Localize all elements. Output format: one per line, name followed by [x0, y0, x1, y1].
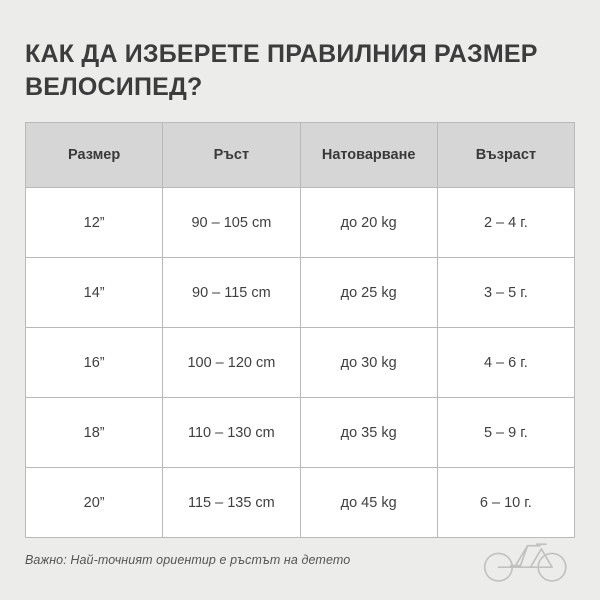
- cell-size: 18”: [26, 398, 163, 468]
- table-header: [26, 123, 575, 188]
- cell-size: 14”: [26, 258, 163, 328]
- cell-load: до 20 kg: [300, 188, 437, 258]
- page-title: КАК ДА ИЗБЕРЕТЕ ПРАВИЛНИЯ РАЗМЕР ВЕЛОСИПЕД?: [25, 40, 538, 101]
- table-header-row: [26, 123, 575, 188]
- column-header-age: Възраст: [437, 123, 574, 188]
- footnote: Важно: Най-точният ориентир е ръстът на детето: [25, 553, 351, 567]
- table-row: [26, 188, 575, 258]
- cell-size: 12”: [26, 188, 163, 258]
- table-row: [26, 398, 575, 468]
- cell-load: до 25 kg: [300, 258, 437, 328]
- table-body: [26, 188, 575, 538]
- cell-height: 110 – 130 cm: [163, 398, 300, 468]
- cell-height: 100 – 120 cm: [163, 328, 300, 398]
- table-row: [26, 468, 575, 538]
- column-header-size: Размер: [26, 123, 163, 188]
- table-row: [26, 258, 575, 328]
- cell-load: до 35 kg: [300, 398, 437, 468]
- bicycle-icon: [480, 532, 572, 584]
- cell-size: 16”: [26, 328, 163, 398]
- cell-size: 20”: [26, 468, 163, 538]
- cell-height: 90 – 105 cm: [163, 188, 300, 258]
- cell-load: до 45 kg: [300, 468, 437, 538]
- cell-age: 6 – 10 г.: [437, 468, 574, 538]
- cell-age: 3 – 5 г.: [437, 258, 574, 328]
- cell-age: 5 – 9 г.: [437, 398, 574, 468]
- cell-height: 115 – 135 cm: [163, 468, 300, 538]
- cell-age: 4 – 6 г.: [437, 328, 574, 398]
- column-header-load: Натоварване: [300, 123, 437, 188]
- column-header-height: Ръст: [163, 123, 300, 188]
- cell-height: 90 – 115 cm: [163, 258, 300, 328]
- cell-age: 2 – 4 г.: [437, 188, 574, 258]
- cell-load: до 30 kg: [300, 328, 437, 398]
- bike-size-table: [25, 122, 575, 538]
- table-row: [26, 328, 575, 398]
